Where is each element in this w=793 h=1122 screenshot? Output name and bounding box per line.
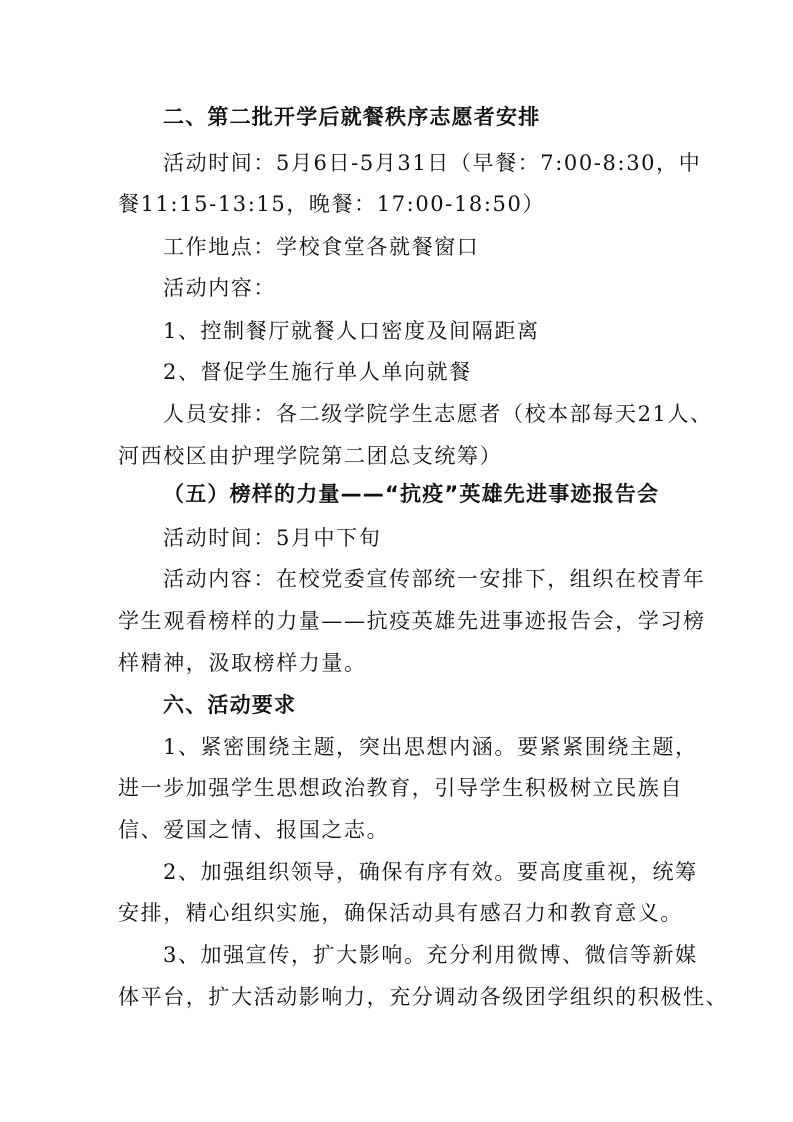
s2-time-line-2: 餐11:15-13:15，晚餐：17:00-18:50）	[118, 192, 546, 216]
r1-line-1: 1、紧密围绕主题，突出思想内涵。要紧紧围绕主题，	[163, 735, 698, 759]
r3-line-1: 3、加强宣传，扩大影响。充分利用微博、微信等新媒	[163, 943, 698, 967]
s2-location: 工作地点：学校食堂各就餐窗口	[163, 235, 480, 259]
r3-line-2: 体平台，扩大活动影响力，充分调动各级团学组织的积极性、	[118, 985, 729, 1009]
s5-content-line-3: 样精神，汲取榜样力量。	[118, 651, 367, 675]
s2-staff-line-2: 河西校区由护理学院第二团总支统筹）	[118, 444, 503, 468]
r1-line-3: 信、爱国之情、报国之志。	[118, 818, 390, 842]
r2-line-1: 2、加强组织领导，确保有序有效。要高度重视，统筹	[163, 860, 698, 884]
r1-line-2: 进一步加强学生思想政治教育，引导学生积极树立民族自	[118, 776, 683, 800]
s5-content-line-1: 活动内容：在校党委宣传部统一安排下，组织在校青年	[163, 567, 706, 591]
r2-line-2: 安排，精心组织实施，确保活动具有感召力和教育意义。	[118, 901, 683, 925]
s5-time: 活动时间：5月中下旬	[163, 526, 382, 550]
section-2-title: 二、第二批开学后就餐秩序志愿者安排	[163, 105, 541, 129]
s2-time-line-1: 活动时间：5月6日-5月31日（早餐：7:00-8:30，中	[163, 151, 702, 175]
s2-item-2: 2、督促学生施行单人单向就餐	[163, 360, 472, 384]
s2-content-label: 活动内容：	[163, 276, 276, 300]
section-6-title: 六、活动要求	[163, 693, 297, 717]
s5-content-line-2: 学生观看榜样的力量——抗疫英雄先进事迹报告会，学习榜	[118, 609, 706, 633]
s2-item-1: 1、控制餐厅就餐人口密度及间隔距离	[163, 319, 540, 343]
section-5-title: （五）榜样的力量——“抗疫”英雄先进事迹报告会	[163, 482, 660, 506]
s2-staff-line-1: 人员安排：各二级学院学生志愿者（校本部每天21人、	[163, 402, 713, 426]
